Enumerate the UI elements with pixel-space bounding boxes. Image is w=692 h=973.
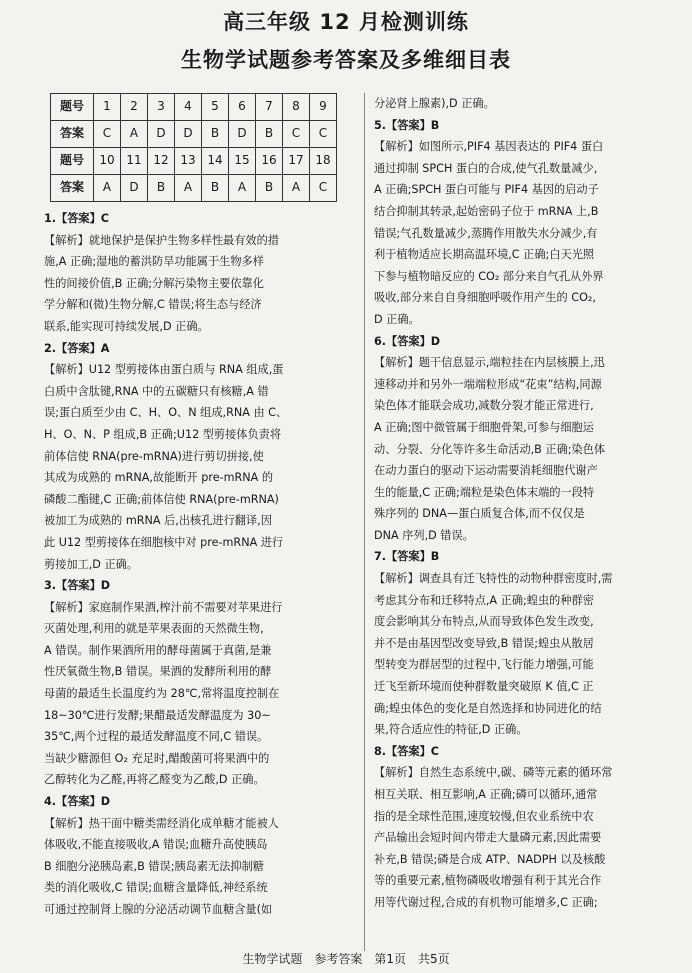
text-line: 18~30℃进行发酵;果醋最适发酵温度为 30~	[44, 708, 271, 722]
text-line: 果,符合适应性的特征,D 正确。	[374, 723, 528, 737]
answer-heading: 8.【答案】C	[374, 744, 439, 758]
table-cell: 题号	[51, 148, 94, 175]
table-cell: C	[94, 121, 121, 148]
text-line: 通过抑制 SPCH 蛋白的合成,使气孔数量减少,	[374, 161, 598, 175]
text-line: 类的消化吸收,C 错误;血糖含量降低,神经系统	[44, 881, 268, 895]
text-line: 利于植物适应长期高温环境,C 正确;白天光照	[374, 248, 595, 262]
column-divider	[364, 93, 365, 951]
table-cell: 5	[202, 94, 229, 121]
text-line: 【解析】调查具有迁飞特性的动物种群密度时,需	[374, 572, 613, 586]
text-line: 乙醇转化为乙醛,再将乙醛变为乙酸,D 正确。	[44, 773, 265, 787]
table-cell: A	[229, 175, 256, 202]
text-line: H、O、N、P 组成,B 正确;U12 型剪接体负责将	[44, 427, 282, 441]
text-line: 用等代谢过程,合成的有机物可能增多,C 正确;	[374, 895, 598, 909]
text-line: 【解析】自然生态系统中,碳、磷等元素的循环常	[374, 766, 613, 780]
table-cell: D	[175, 121, 202, 148]
text-line: 型转变为群居型的过程中,飞行能力增强,可能	[374, 658, 594, 672]
table-cell: 17	[283, 148, 310, 175]
text-line: A 正确;图中微管属于细胞骨架,可参与细胞运	[374, 420, 594, 434]
text-line: 确;蝗虫体色的变化是自然选择和协同进化的结	[374, 701, 602, 715]
table-cell: 16	[256, 148, 283, 175]
table-cell: 12	[148, 148, 175, 175]
table-cell: A	[94, 175, 121, 202]
table-cell: 9	[310, 94, 337, 121]
text-line: 35℃,两个过程的最适发酵温度不同,C 错误。	[44, 730, 269, 744]
text-line: 被加工为成熟的 mRNA 后,出核孔进行翻译,因	[44, 514, 272, 528]
text-line: 并不是由基因型改变导致,B 错误;蝗虫从散居	[374, 636, 594, 650]
text-line: 【解析】U12 型剪接体由蛋白质与 RNA 组成,蛋	[44, 363, 284, 377]
text-line: 度会影响其分布特点,从而导致体色发生改变,	[374, 615, 594, 629]
text-line: D 正确。	[374, 312, 420, 326]
table-cell: B	[202, 175, 229, 202]
table-cell: D	[148, 121, 175, 148]
text-line: 施,A 正确;湿地的蓄洪防旱功能属于生物多样	[44, 255, 264, 269]
left-answer-text	[44, 208, 358, 921]
text-line: 殊序列的 DNA—蛋白质复合体,而不仅仅是	[374, 507, 585, 521]
table-cell: 答案	[51, 175, 94, 202]
text-line: 性的间接价值,B 正确;分解污染物主要依靠化	[44, 276, 264, 290]
table-cell: C	[310, 175, 337, 202]
text-line: 相互关联、相互影响,A 正确;磷可以循环,通常	[374, 788, 598, 801]
text-line: A 正确;SPCH 蛋白可能与 PIF4 基因的启动子	[374, 183, 599, 197]
table-cell: D	[229, 121, 256, 148]
text-line: 【解析】题干信息显示,端粒挂在内层核膜上,迅	[374, 356, 605, 370]
table-cell: 15	[229, 148, 256, 175]
table-cell: 13	[175, 148, 202, 175]
text-line: 在动力蛋白的驱动下运动需要消耗细胞代谢产	[374, 464, 598, 478]
text-line: 生的能量,C 正确;端粒是染色体末端的一段特	[374, 485, 595, 499]
text-line: 迁飞至新环境而使种群数量突破原 K 值,C 正	[374, 680, 594, 694]
table-cell: 8	[283, 94, 310, 121]
table-row	[51, 121, 337, 148]
answer-heading: 4.【答案】D	[44, 795, 111, 809]
table-cell: 18	[310, 148, 337, 175]
table-cell: 1	[94, 94, 121, 121]
table-cell: 2	[121, 94, 148, 121]
table-cell: C	[283, 121, 310, 148]
text-line: 结合抑制其转录,起始密码子位于 mRNA 上,B	[374, 204, 599, 218]
text-line: 磷酸二酯键,C 正确;前体信使 RNA(pre-mRNA)	[44, 492, 279, 506]
table-row	[51, 148, 337, 175]
table-cell: B	[202, 121, 229, 148]
answer-heading: 1.【答案】C	[44, 212, 109, 225]
table-cell: D	[121, 175, 148, 202]
text-line: 当缺少糖源但 O₂ 充足时,醋酸菌可将果酒中的	[44, 751, 270, 765]
text-line: 灭菌处理,利用的就是苹果表面的天然微生物,	[44, 622, 264, 636]
text-line: 剪接加工,D 正确。	[44, 557, 139, 571]
answer-heading: 2.【答案】A	[44, 341, 110, 355]
text-line: 可通过控制肾上腺的分泌活动调节血糖含量(如	[44, 903, 273, 916]
table-cell: 题号	[51, 94, 94, 121]
text-line: 速移动并和另外一端端粒形成“花束”结构,同源	[374, 377, 602, 391]
text-line: 指的是全球性范围,速度较慢,但农业系统中农	[374, 809, 594, 823]
text-line: 性厌氧微生物,B 错误。果酒的发酵所利用的酵	[44, 665, 272, 679]
table-cell: 3	[148, 94, 175, 121]
text-line: 【解析】就地保护是保护生物多样性最有效的措	[44, 233, 279, 247]
text-line: 【解析】热干面中糖类需经消化成单糖才能被人	[44, 816, 279, 830]
text-line: 体吸收,不能直接吸收,A 错误;血糖升高使胰岛	[44, 838, 268, 852]
text-line: 染色体才能联会成功,减数分裂才能正常进行,	[374, 399, 594, 413]
table-cell: B	[256, 175, 283, 202]
table-cell: A	[283, 175, 310, 202]
table-row	[51, 175, 337, 202]
table-row	[51, 94, 337, 121]
table-cell: A	[175, 175, 202, 202]
text-line: 【解析】如图所示,PIF4 基因表达的 PIF4 蛋白	[374, 140, 604, 154]
text-line: 其成为成熟的 mRNA,故能断开 pre-mRNA 的	[44, 471, 274, 485]
answer-heading: 5.【答案】B	[374, 118, 440, 132]
table-cell: 6	[229, 94, 256, 121]
table-cell: 11	[121, 148, 148, 175]
table-cell: A	[121, 121, 148, 148]
text-line: 补充,B 错误;磷是合成 ATP、NADPH 以及核酸	[374, 852, 606, 866]
right-answer-text	[374, 93, 668, 914]
answer-heading: 3.【答案】D	[44, 579, 111, 593]
page-subtitle: 生物学试题参考答案及多维细目表	[181, 48, 511, 72]
text-line: 吸收,部分来自自身细胞呼吸作用产生的 CO₂,	[374, 291, 596, 305]
answer-key-table	[50, 93, 337, 202]
answer-heading: 6.【答案】D	[374, 334, 441, 348]
text-line: 产品输出会短时间内带走大量磷元素,因此需要	[374, 831, 602, 845]
text-line: 误;蛋白质至少由 C、H、O、N 组成,RNA 由 C、	[44, 406, 288, 420]
page-title: 高三年级 12 月检测训练	[223, 10, 469, 34]
text-line: 错误;气孔数量减少,蒸腾作用散失水分减少,有	[374, 226, 598, 240]
table-cell: B	[256, 121, 283, 148]
table-cell: B	[148, 175, 175, 202]
text-line: 联系,能实现可持续发展,D 正确。	[44, 319, 209, 333]
table-cell: 答案	[51, 121, 94, 148]
table-cell: C	[310, 121, 337, 148]
table-cell: 10	[94, 148, 121, 175]
table-cell: 4	[175, 94, 202, 121]
table-cell: 14	[202, 148, 229, 175]
right-column	[374, 93, 668, 914]
text-line: DNA 序列,D 错误。	[374, 528, 474, 542]
text-line: 等的重要元素,植物磷吸收增强有利于其光合作	[374, 874, 602, 888]
answer-heading: 7.【答案】B	[374, 550, 440, 564]
text-line: 【解析】家庭制作果酒,榨汁前不需要对苹果进行	[44, 600, 283, 614]
text-line: B 细胞分泌胰岛素,B 错误;胰岛素无法抑制糖	[44, 859, 264, 873]
left-column	[44, 93, 358, 921]
text-line: 母菌的最适生长温度约为 28℃,常将温度控制在	[44, 687, 280, 701]
text-line: 学分解和(微)生物分解,C 错误;将生态与经济	[44, 298, 262, 312]
text-line: 此 U12 型剪接体在细胞核中对 pre-mRNA 进行	[44, 535, 284, 549]
text-line: A 错误。制作果酒所用的酵母菌属于真菌,是兼	[44, 643, 272, 657]
text-line: 下参与植物暗反应的 CO₂ 部分来自气孔从外界	[374, 269, 604, 283]
text-line: 白质中含肽键,RNA 中的五碳糖只有核糖,A 错	[44, 384, 269, 398]
table-cell: 7	[256, 94, 283, 121]
text-line: 动、分裂、分化等许多生命活动,B 正确;染色体	[374, 442, 606, 456]
text-line: 考虑其分布和迁移特点,A 正确;蝗虫的种群密	[374, 593, 594, 607]
page-footer: 生物学试题 参考答案 第1页 共5页	[242, 952, 450, 966]
text-line: 分泌肾上腺素),D 正确。	[374, 97, 495, 110]
text-line: 前体信使 RNA(pre-mRNA)进行剪切拼接,使	[44, 449, 264, 463]
